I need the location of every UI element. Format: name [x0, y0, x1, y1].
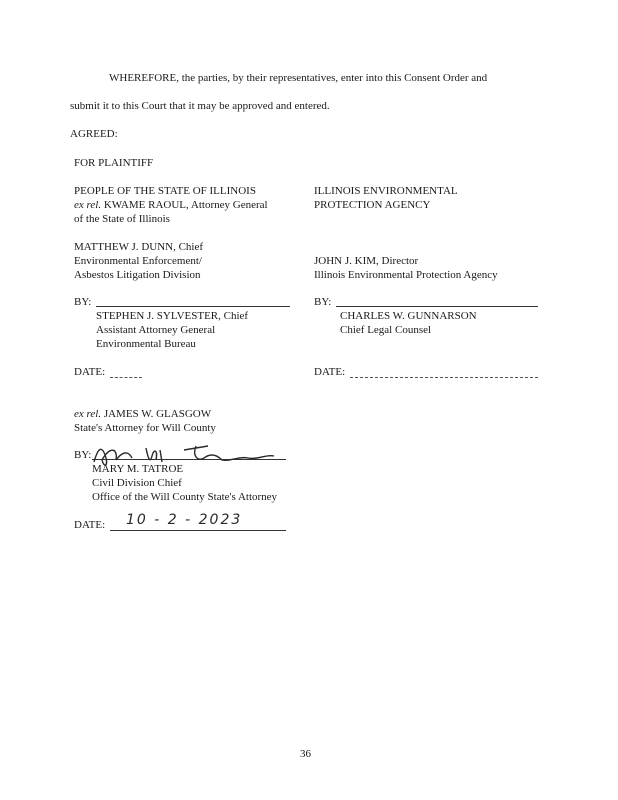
- left-signature-line: [96, 306, 290, 307]
- left-signer-name: STEPHEN J. SYLVESTER, Chief: [96, 310, 249, 322]
- will-title: State's Attorney for Will County: [74, 422, 216, 434]
- ag-org-line-1: PEOPLE OF THE STATE OF ILLINOIS: [74, 185, 256, 197]
- agreed-label: AGREED:: [70, 128, 118, 140]
- chief-name: MATTHEW J. DUNN, Chief: [74, 241, 204, 253]
- will-signer-title-2: Office of the Will County State's Attorney: [92, 491, 278, 503]
- will-ex-rel-prefix: ex rel.: [74, 408, 102, 420]
- ag-name: KWAME RAOUL, Attorney General: [101, 199, 268, 211]
- chief-line-3: Asbestos Litigation Division: [74, 269, 201, 281]
- left-signer-title-2: Environmental Bureau: [96, 338, 196, 350]
- chief-line-2: Environmental Enforcement/: [74, 255, 202, 267]
- will-signer-name: MARY M. TATROE: [92, 463, 184, 475]
- will-date-label: DATE:: [74, 519, 106, 531]
- director-name: JOHN J. KIM, Director: [314, 255, 419, 267]
- director-line-2: Illinois Environmental Protection Agency: [314, 269, 498, 281]
- ag-org-line-2: [74, 199, 268, 212]
- right-signature-line: [336, 306, 538, 307]
- ag-org-line-3: of the State of Illinois: [74, 213, 170, 225]
- left-by-label: BY:: [74, 296, 92, 308]
- left-signer-title-1: Assistant Attorney General: [96, 324, 216, 336]
- will-signer-title-1: Civil Division Chief: [92, 477, 182, 489]
- intro-line-2: submit it to this Court that it may be approved and entered.: [70, 100, 330, 112]
- left-date-label: DATE:: [74, 366, 106, 378]
- ex-rel-prefix: ex rel.: [74, 199, 102, 211]
- iepa-org-line-1: ILLINOIS ENVIRONMENTAL: [314, 185, 458, 197]
- right-by-label: BY:: [314, 296, 332, 308]
- right-date-line: [350, 377, 538, 378]
- will-line-1: [74, 408, 211, 421]
- right-signer-title: Chief Legal Counsel: [340, 324, 432, 336]
- right-date-label: DATE:: [314, 366, 346, 378]
- will-by-label: BY:: [74, 449, 92, 461]
- iepa-org-line-2: PROTECTION AGENCY: [314, 199, 431, 211]
- will-date-line: [110, 530, 286, 531]
- left-date-line: [110, 377, 142, 378]
- for-plaintiff-label: FOR PLAINTIFF: [74, 157, 154, 169]
- right-signer-name: CHARLES W. GUNNARSON: [340, 310, 477, 322]
- page-number: 36: [300, 748, 311, 760]
- will-name: JAMES W. GLASGOW: [101, 408, 212, 420]
- will-date-value: 10 - 2 - 2023: [126, 512, 243, 528]
- intro-line-1: WHEREFORE, the parties, by their representatives, enter into this Consent Order and: [109, 72, 488, 84]
